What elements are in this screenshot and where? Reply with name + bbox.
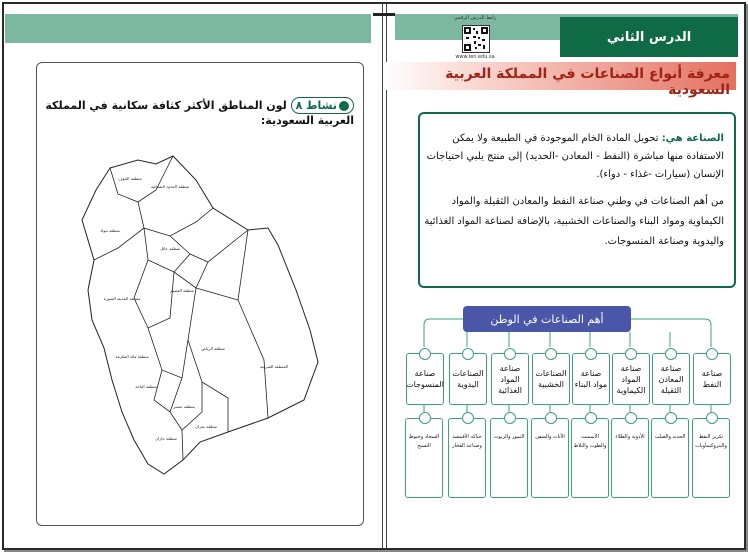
region-label: منطقة حائل <box>160 246 180 251</box>
example-box: الأثاث والسفن <box>531 418 569 498</box>
connector-node <box>625 348 637 360</box>
example-node <box>706 412 718 424</box>
example-box: السجاد وخيوط النسيج <box>405 418 443 498</box>
activity-label: نشاط ٨ <box>295 99 337 112</box>
region-label: منطقة نجران <box>194 424 218 429</box>
example-box: التمور والزيوت <box>490 418 528 498</box>
region-label: منطقة تبوك <box>100 228 120 233</box>
region-label: منطقة الجوف <box>118 176 142 181</box>
industry-box: صناعة المنسوجات <box>406 353 444 405</box>
example-box: الحديد والصلب <box>651 418 689 498</box>
industry-box: صناعة المواد الغذائية <box>491 353 529 405</box>
example-node <box>504 412 516 424</box>
example-box: الأدوية والطلاء <box>611 418 649 498</box>
diagram-header: أهم الصناعات في الوطن <box>463 306 631 332</box>
example-box: تكرير النفط والبتروكيماويات <box>692 418 730 498</box>
lesson-label: الدرس الثاني <box>560 17 738 57</box>
example-node <box>665 412 677 424</box>
industries-paragraph: من أهم الصناعات في وطني صناعة النفط والمعادن الثقيلة والمواد الكيماوية ومواد البناء والصناعات الخشبية، بالإضافة لصناعة المواد الغذائية واليدوية وصناعة المنسوجات. <box>424 196 724 247</box>
saudi-regions-map[interactable] <box>78 150 328 490</box>
example-node <box>419 412 431 424</box>
region-label: منطقة المدينة المنورة <box>103 296 141 301</box>
connector-node <box>504 348 516 360</box>
industry-box: الصناعات الخشبية <box>532 353 570 405</box>
example-node <box>462 412 474 424</box>
definition-key: الصناعة هي: <box>661 133 724 144</box>
industry-box: صناعة النفط <box>693 353 731 405</box>
example-box: حياكة الأقمشة وصناعة الفخار <box>448 418 486 498</box>
region-label: منطقة جازان <box>155 436 177 441</box>
example-box: الأسمنت والطوب والبلاط <box>571 418 609 498</box>
definition-text: تحويل المادة الخام الموجودة في الطبيعة ولا يمكن الاستفادة منها مباشرة (النفط - المعادن -الحديد) إلى منتج يلبي احتياجات الإنسان (سيارات -غذاء - دواء). <box>426 133 724 180</box>
example-node <box>585 412 597 424</box>
region-label: منطقة عسير <box>173 404 195 409</box>
lesson-title: معرفة أنواع الصناعات في المملكة العربية السعودية <box>445 66 730 98</box>
industry-box: صناعة مواد البناء <box>572 353 610 405</box>
connector-node <box>545 348 557 360</box>
connector-node <box>706 348 718 360</box>
connector-node <box>462 348 474 360</box>
qr-caption: رابط الدرس الرقمي <box>453 15 497 21</box>
example-node <box>625 412 637 424</box>
connector-node <box>665 348 677 360</box>
region-label: منطقة مكة المكرمة <box>115 354 149 359</box>
connector-node <box>585 348 597 360</box>
region-label: منطقة الباحة <box>135 384 157 389</box>
example-node <box>545 412 557 424</box>
activity-heading <box>44 97 354 127</box>
region-label: منطقة الرياض <box>201 346 225 351</box>
industry-box: صناعة المواد الكيماوية <box>612 353 650 405</box>
industry-box: الصناعات اليدوية <box>449 353 487 405</box>
region-label: منطقة الحدود الشمالية <box>150 184 190 189</box>
region-label: منطقة القصيم <box>170 288 194 293</box>
qr-url: www.ien.edu.sa <box>455 54 495 60</box>
industry-box: صناعة المعادن الثقيلة <box>652 353 690 405</box>
connector-node <box>419 348 431 360</box>
activity-badge <box>291 97 354 114</box>
activity-text: لون المناطق الأكثر كثافة سكانية في المملكة العربية السعودية: <box>45 99 354 127</box>
region-label: المنطقة الشرقية <box>260 364 288 369</box>
bullet-icon <box>339 101 349 111</box>
